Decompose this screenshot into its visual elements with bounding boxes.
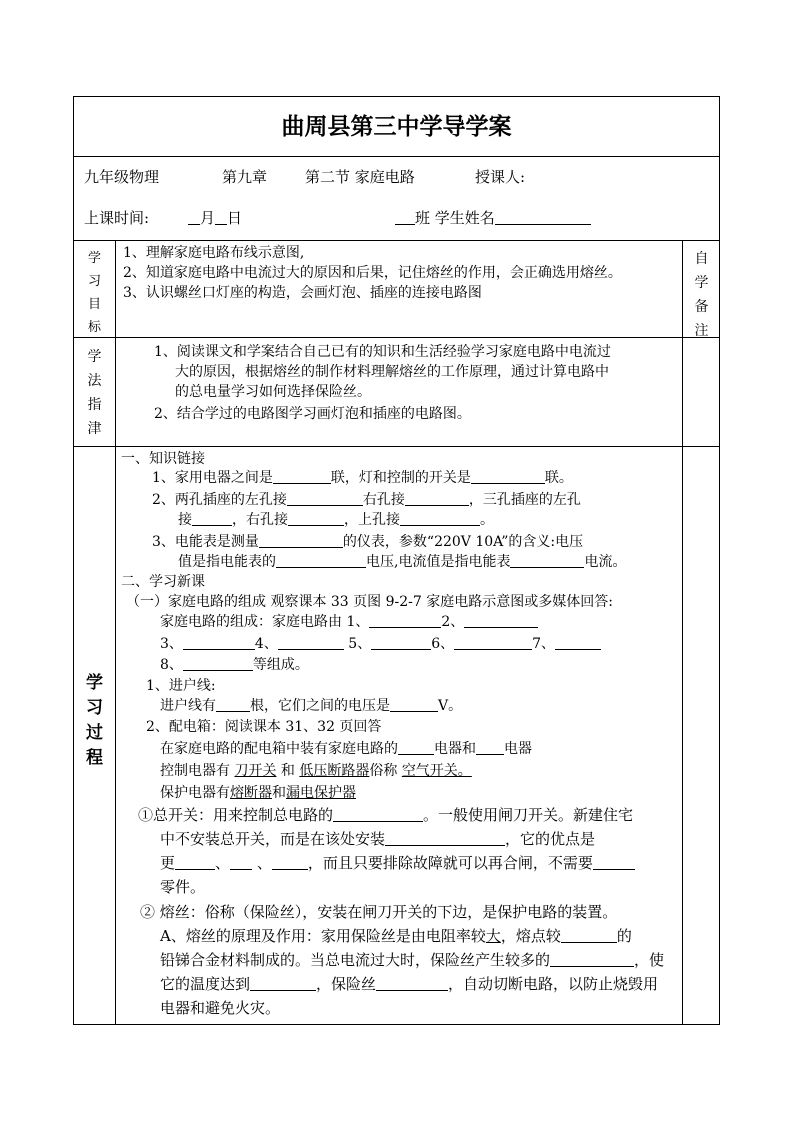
row-divider <box>74 156 719 157</box>
question-line: 零件。 <box>160 878 206 896</box>
method-item: 大的原因，根据熔丝的制作材料理解熔丝的工作原理，通过计算电路中 <box>175 364 609 380</box>
worksheet-table <box>73 96 720 1025</box>
question-line: 它的温度达到 ，保险丝 ，自动切断电路，以防止烧毁用 <box>160 975 659 993</box>
date-field: 月 日 <box>188 211 242 226</box>
notes-label: 自 学 备 注 <box>694 251 709 339</box>
question-line: 电器和避免火灾。 <box>160 999 281 1017</box>
question-line: 值是指电能表的 电压,电流值是指电能表 电流。 <box>178 554 627 570</box>
subject: 九年级物理 <box>84 168 160 186</box>
item-heading: 2、配电箱：阅读课本 31、32 页回答 <box>146 719 382 735</box>
row-divider <box>74 446 719 447</box>
col-divider <box>115 240 116 1024</box>
section-heading: 一、知识链接 <box>121 451 205 467</box>
col-divider <box>682 446 683 1024</box>
question-line: 2、两孔插座的左孔接 右孔接 ，三孔插座的左孔 <box>152 492 581 508</box>
question-line: 3、 4、 5、 6、 7、 <box>160 637 601 651</box>
teacher: 授课人: <box>475 168 526 186</box>
question-line: 保护电器有熔断器和漏电保护器 <box>160 785 356 801</box>
question-line: 更 、 、 ，而且只要排除故障就可以再合闸，不需要 <box>160 856 635 871</box>
methods-label: 学 法 指 津 <box>87 349 102 437</box>
method-item: 1、阅读课文和学案结合自己已有的知识和生活经验学习家庭电路中电流过 <box>154 344 611 360</box>
process-label: 学 习 过 程 <box>86 673 103 768</box>
goal-item: 1、理解家庭电路布线示意图, <box>123 245 305 261</box>
page-title: 曲周县第三中学导学案 <box>281 113 512 140</box>
method-item: 的总电量学习如何选择保险丝。 <box>175 384 371 400</box>
chapter: 第九章 <box>222 168 268 186</box>
item-heading: ② 熔丝：俗称（保险丝），安装在闸刀开关的下边，是保护电路的装置。 <box>140 903 618 921</box>
question-line: 家庭电路的组成：家庭电路由 1、 2、 <box>160 615 538 629</box>
question-line: 控制电器有 刀开关 和 低压断路器俗称 空气开关。 <box>160 763 472 779</box>
question-line: 在家庭电路的配电箱中装有家庭电路的 电器和 电器 <box>160 741 532 757</box>
row-divider <box>74 240 719 241</box>
goal-item: 2、知道家庭电路中电流过大的原因和后果，记住熔丝的作用，会正确选用熔丝。 <box>123 265 622 281</box>
question-line: 8、 等组成。 <box>160 657 309 673</box>
question-line: 1、家用电器之间是 联，灯和控制的开关是 联。 <box>152 470 573 486</box>
goal-item: 3、认识螺丝口灯座的构造，会画灯泡、插座的连接电路图 <box>123 285 482 301</box>
class-student-field: 班 学生姓名 <box>395 211 591 226</box>
question-line: ①总开关：用来控制总电路的 。一般使用闸刀开关。新建住宅 <box>138 806 634 824</box>
section-heading: 二、学习新课 <box>121 574 205 590</box>
method-item: 2、结合学过的电路图学习画灯泡和插座的电路图。 <box>154 406 471 422</box>
class-time-label: 上课时间: <box>84 209 150 227</box>
question-line: 进户线有 根，它们之间的电压是 V。 <box>160 698 463 714</box>
question-line: 3、电能表是测量 的仪表，参数“220V 10A”的含义:电压 <box>152 534 584 550</box>
question-line: 中不安装总开关，而是在该处安装 ，它的优点是 <box>160 830 596 848</box>
item-heading: 1、进户线: <box>146 678 216 694</box>
question-line: 铅锑合金材料制成的。当总电流过大时，保险丝产生较多的 ，使 <box>160 951 665 969</box>
question-line: 接 ，右孔接 ，上孔接 。 <box>178 512 494 528</box>
section: 第二节 家庭电路 <box>305 168 415 186</box>
subsection-heading: （一）家庭电路的组成 观察课本 33 页图 9-2-7 家庭电路示意图或多媒体回答: <box>126 594 613 610</box>
goals-label: 学 习 目 标 <box>87 251 101 335</box>
question-line: A、熔丝的原理及作用：家用保险丝是由电阻率较大，熔点较 的 <box>160 927 632 945</box>
row-divider <box>74 337 719 338</box>
